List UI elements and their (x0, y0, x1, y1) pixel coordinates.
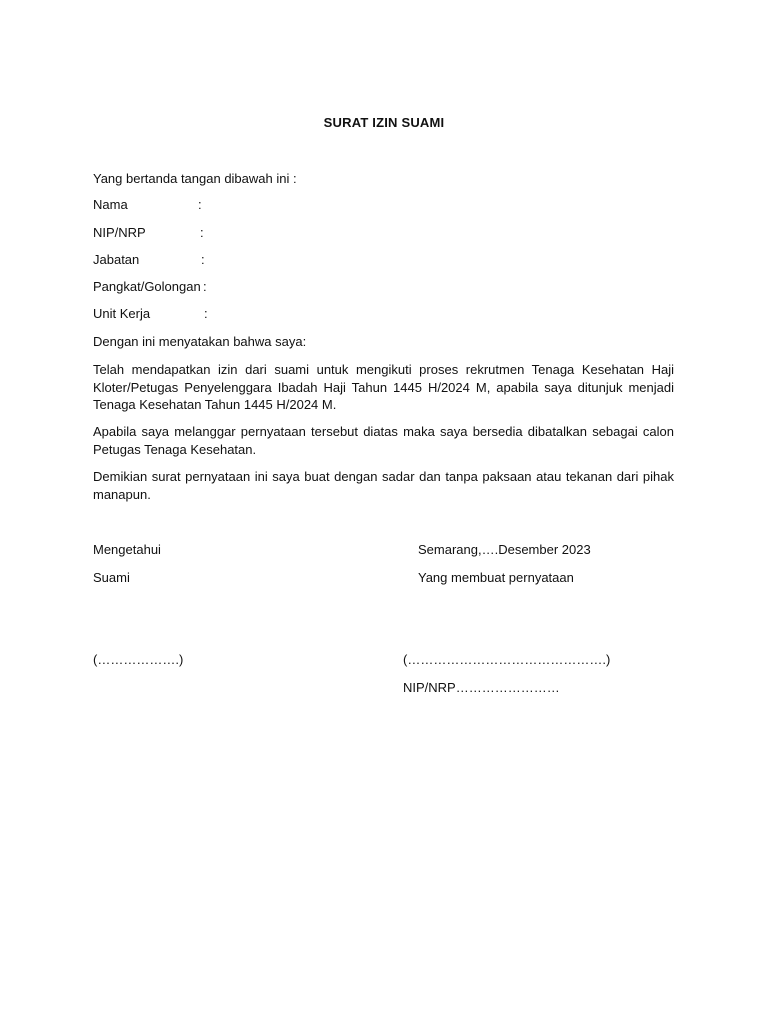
signature-right-place-date: Semarang,….Desember 2023 (418, 542, 591, 557)
paragraph-closing: Demikian surat pernyataan ini saya buat dengan sadar dan tanpa paksaan atau tekanan dari pihak manapun. (93, 469, 674, 502)
paragraph-violation: Apabila saya melanggar pernyataan tersebut diatas maka saya bersedia dibatalkan sebagai calon Petugas Tenaga Kesehatan. (93, 424, 674, 457)
field-label-pangkat: Pangkat/Golongan (93, 279, 201, 294)
signature-right-nip: NIP/NRP…………………… (403, 680, 560, 695)
intro-text: Yang bertanda tangan dibawah ini : (93, 171, 297, 186)
signature-left-name-line: (……………….) (93, 652, 184, 667)
field-label-nip: NIP/NRP (93, 225, 146, 240)
field-colon-nip: : (200, 225, 204, 240)
field-colon-pangkat: : (203, 279, 207, 294)
field-label-nama: Nama (93, 197, 128, 212)
signature-left-role: Suami (93, 570, 130, 585)
field-label-unit-kerja: Unit Kerja (93, 306, 151, 321)
statement-intro: Dengan ini menyatakan bahwa saya: (93, 334, 307, 349)
field-colon-nama: : (198, 197, 202, 212)
document-title: SURAT IZIN SUAMI (323, 115, 445, 130)
paragraph-permission: Telah mendapatkan izin dari suami untuk mengikuti proses rekrutmen Tenaga Kesehatan Haji Kloter/Petugas Penyelenggara Ibadah Haji Tahun 1445 H/2024 M, apabila saya ditunjuk menjadi Tenaga Kesehatan Tahun 1445 H/2024 M. (93, 362, 674, 412)
field-colon-unit-kerja: : (204, 306, 208, 321)
field-colon-jabatan: : (201, 252, 205, 267)
field-label-jabatan: Jabatan (93, 252, 140, 267)
signature-right-name-line: (……………………………………….) (403, 652, 611, 667)
signature-right-role: Yang membuat pernyataan (418, 570, 574, 585)
signature-left-known: Mengetahui (93, 542, 161, 557)
